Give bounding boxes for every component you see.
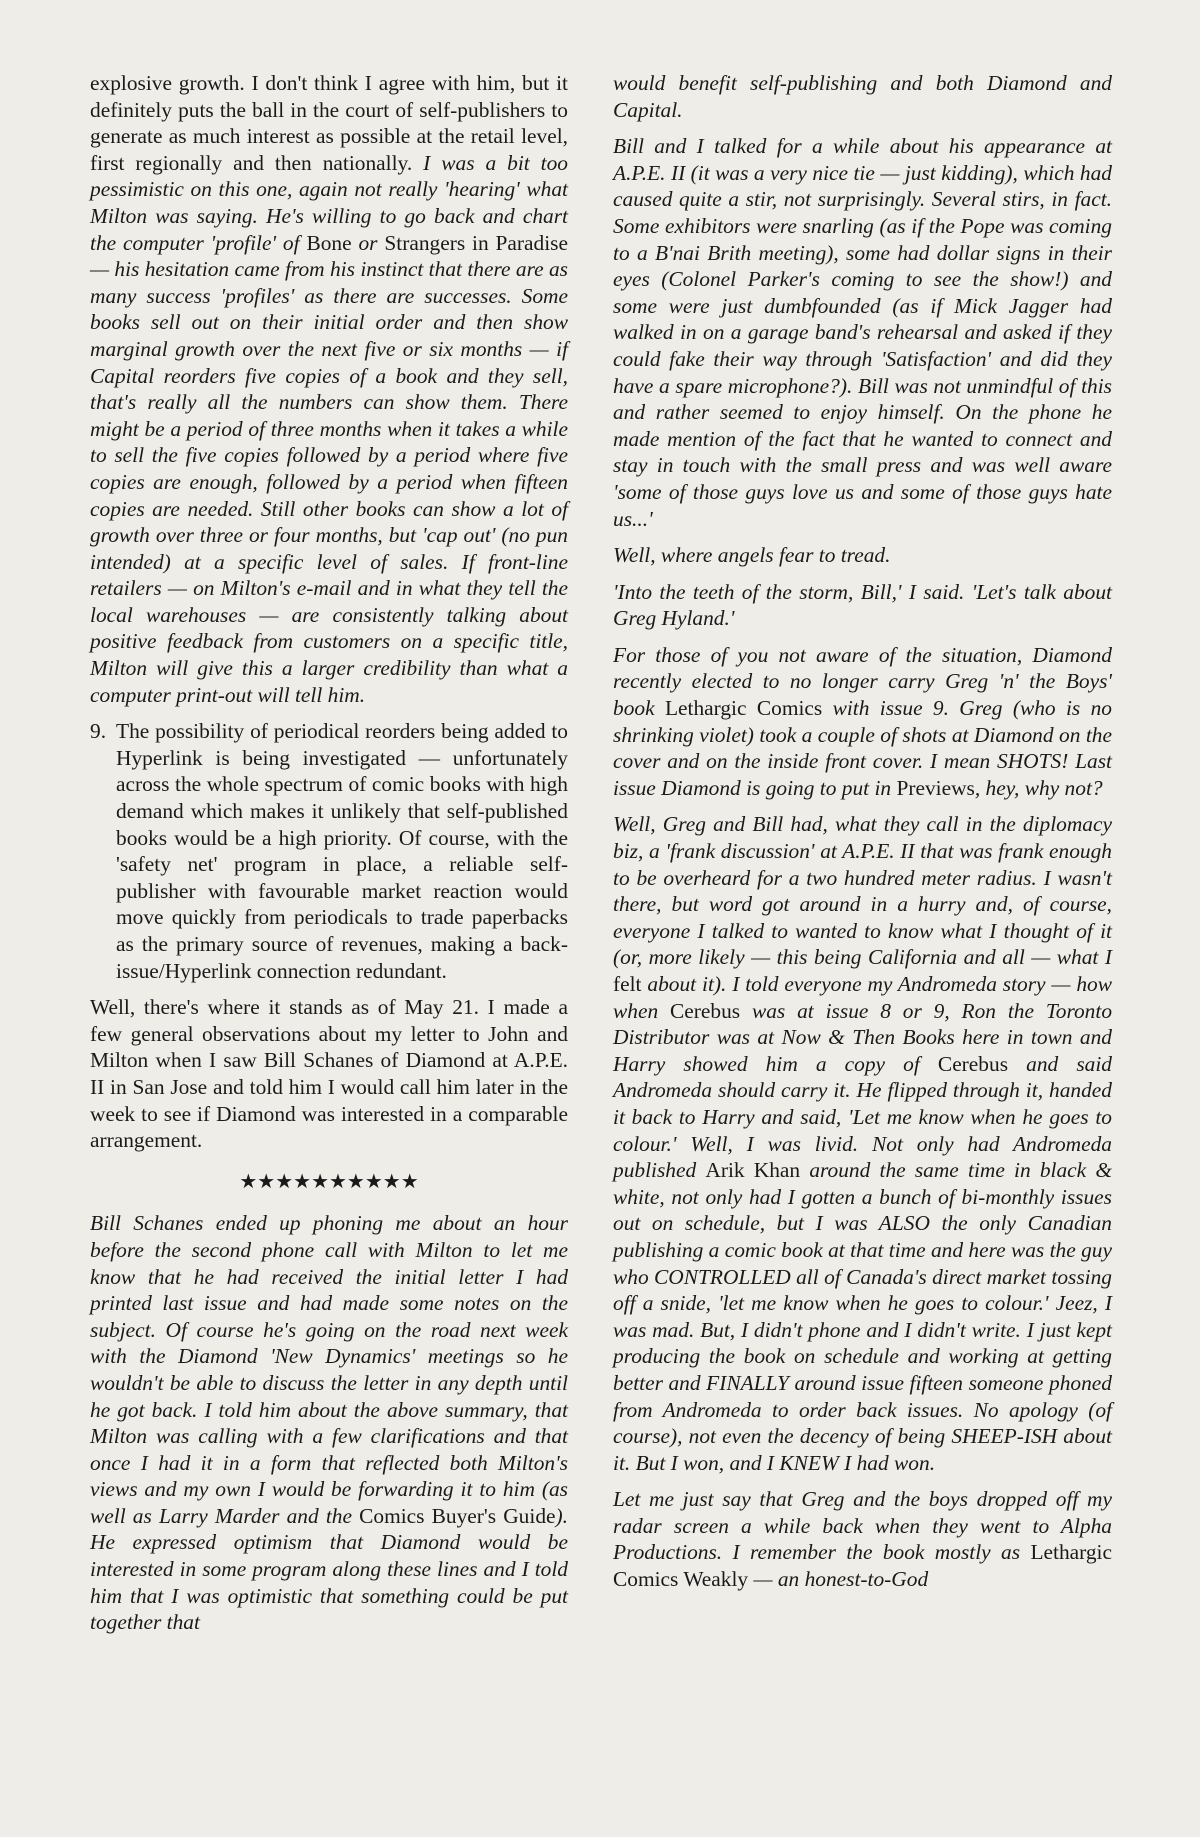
- paragraph: [613, 642, 1112, 802]
- italic-text-run: around the same time in black & white, not only had I gotten a bunch of bi-monthly issues out on schedule, but I was ALSO the only Canadian publishing a comic book at that time and here was the guy who CONTROLLED all of Canada's direct market tossing off a snide, 'let me know when he goes to colour.' Jeez, I was mad. But, I didn't phone and I didn't write. I just kept producing the book on schedule and working at getting better and FINALLY around issue fifteen someone phoned from Andromeda to order back issues. No apology (of course), not even the decency of being SHEEP-ISH about it. But I won, and I KNEW I had won.: [613, 1158, 1113, 1475]
- list-item-number: 9.: [90, 719, 107, 744]
- italic-text-run: I was a bit too pessimistic on this one, again not really 'hearing' what Milton was saying. He's willing to go back and chart the computer 'profile' of: [90, 150, 568, 255]
- list-item-9: [90, 718, 568, 984]
- italic-text-run: , hey, why not?: [974, 775, 1103, 800]
- text-run: Previews: [896, 775, 975, 800]
- section-separator: ★★★★★★★★★★: [239, 1168, 419, 1193]
- paragraph: [613, 579, 1112, 632]
- text-run: Strangers in Paradise: [384, 230, 568, 255]
- italic-text-run: 'Into the teeth of the storm, Bill,' I said. 'Let's talk about Greg Hyland.': [613, 579, 1112, 631]
- text-run: Cerebus: [670, 998, 741, 1023]
- left-column: [90, 70, 568, 1646]
- text-run: The possibility of periodical reorders being added to Hyperlink is being investigated — unfortunately across the whole spectrum of comic books with high demand which makes it unlikely that self-published books would be a high priority. Of course, with the 'safety net' program in place, a reliable self-publisher with favourable market reaction would move quickly from periodicals to trade paperbacks as the primary source of revenues, making a back-issue/Hyperlink connection redundant.: [116, 719, 568, 983]
- italic-text-run: and said Andromeda should carry it. He flipped through it, handed it back to Harry and said, 'Let me know when he goes to colour.' Well, I was livid. Not only had Andromeda published: [613, 1051, 1112, 1183]
- text-run: Lethargic Comics: [664, 696, 823, 721]
- text-run: Comics Buyer's Guide: [359, 1503, 556, 1528]
- paragraph: [613, 542, 1112, 569]
- paragraph: [613, 811, 1112, 1476]
- italic-text-run: Bill and I talked for a while about his appearance at A.P.E. II (it was a very nice tie — just kidding), which had caused quite a stir, not surprisingly. Several stirs, in fact. Some exhibitors were snarling (as if the Pope was coming to a B'nai Brith meeting), some had dollar signs in their eyes (Colonel Parker's coming to see the show!) and some were just dumbfounded (as if Mick Jagger had walked in on a garage band's rehearsal and asked if they could fake their way through 'Satisfaction' and did they have a spare microphone?). Bill was not unmindful of this and rather seemed to enjoy himself. On the phone he made mention of the fact that he wanted to connect and stay in touch with the small press and was well aware 'some of those guys love us and some of those guys hate us...': [613, 134, 1112, 531]
- italic-text-run: about it). I told everyone my Andromeda story — how when: [613, 972, 1112, 1023]
- paragraph: [613, 70, 1112, 123]
- italic-text-run: For those of you not aware of the situation, Diamond recently elected to no longer carry Greg 'n' the Boys' book: [613, 642, 1112, 721]
- list-item-body: [116, 718, 568, 984]
- paragraph: [90, 1210, 568, 1636]
- paragraph: [90, 994, 568, 1154]
- italic-text-run: Well, Greg and Bill had, what they call in the diplomacy biz, a 'frank discussion' at A.P.E. II that was frank enough to be overheard for a two hundred meter radius. I wasn't there, but word got around in a hurry and, of course, everyone I talked to wanted to know what I thought of it (or, more likely — this being California and all — what I: [613, 812, 1112, 970]
- text-run: felt: [613, 972, 642, 996]
- italic-text-run: — his hesitation came from his instinct that there are as many success 'profiles' as there are successes. Some books sell out on their initial order and then show marginal growth over the next five or six months — if Capital reorders five copies of a book and they sell, that's really all the numbers can show them. There might be a period of three months when it takes a while to sell the five copies followed by a period where five copies are enough, followed by a period when fifteen copies are needed. Still other books can show a lot of growth over three or four months, but 'cap out' (no pun intended) at a specific level of sales. If front-line retailers — on Milton's e-mail and in what they tell the local warehouses — are consistently talking about positive feedback from customers on a specific title, Milton will give this a larger credibility than what a computer print-out will tell him.: [90, 257, 568, 707]
- paragraph: [613, 133, 1112, 532]
- paragraph: [90, 70, 568, 708]
- text-run: explosive growth. I don't think I agree with him, but it definitely puts the ball in the court of self-publishers to generate as much interest as possible at the retail level, first regionally and then nationally.: [90, 71, 568, 175]
- italic-text-run: with issue 9. Greg (who is no shrinking violet) took a couple of shots at Diamond on the cover and on the inside front cover. I mean SHOTS! Last issue Diamond is going to put in: [613, 696, 1112, 800]
- italic-text-run: was at issue 8 or 9, Ron the Toronto Distributor was at Now & Then Books here in town and Harry showed him a copy of: [613, 998, 1113, 1076]
- italic-text-run: Well, where angels fear to tread.: [613, 543, 891, 568]
- text-run: Cerebus: [937, 1051, 1009, 1076]
- right-column: [613, 70, 1112, 1603]
- italic-text-run: Bill Schanes ended up phoning me about an hour before the second phone call with Milton to let me know that he had received the initial letter I had printed last issue and had made some notes on the subject. Of course he's going on the road next week with the Diamond 'New Dynamics' meetings so he wouldn't be able to discuss the letter in any depth until he got back. I told him about the above summary, that Milton was calling with a few clarifications and that once I had it in a form that reflected both Milton's views and my own I would be forwarding it to him (as well as Larry Marder and the: [90, 1211, 568, 1528]
- italic-text-run: Let me just say that Greg and the boys dropped off my radar screen a while back when they went to Alpha Productions. I remember the book mostly as: [613, 1487, 1112, 1565]
- italic-text-run: ). He expressed optimism that Diamond would be interested in some program along these lines and I told him that I was optimistic that something could be put together that: [90, 1503, 568, 1635]
- italic-text-run: would benefit self-publishing and both Diamond and Capital.: [613, 71, 1112, 122]
- text-run: Well, there's where it stands as of May 21. I made a few general observations about my letter to John and Milton when I saw Bill Schanes of Diamond at A.P.E. II in San Jose and told him I would call him later in the week to see if Diamond was interested in a comparable arrangement.: [90, 995, 568, 1153]
- text-run: Bone: [306, 230, 352, 255]
- paragraph: [613, 1486, 1112, 1592]
- text-run: Arik Khan: [705, 1158, 801, 1183]
- italic-text-run: — an honest-to-God: [748, 1567, 929, 1592]
- italic-text-run: or: [351, 230, 385, 255]
- text-run: Lethargic Comics Weakly: [613, 1540, 1112, 1592]
